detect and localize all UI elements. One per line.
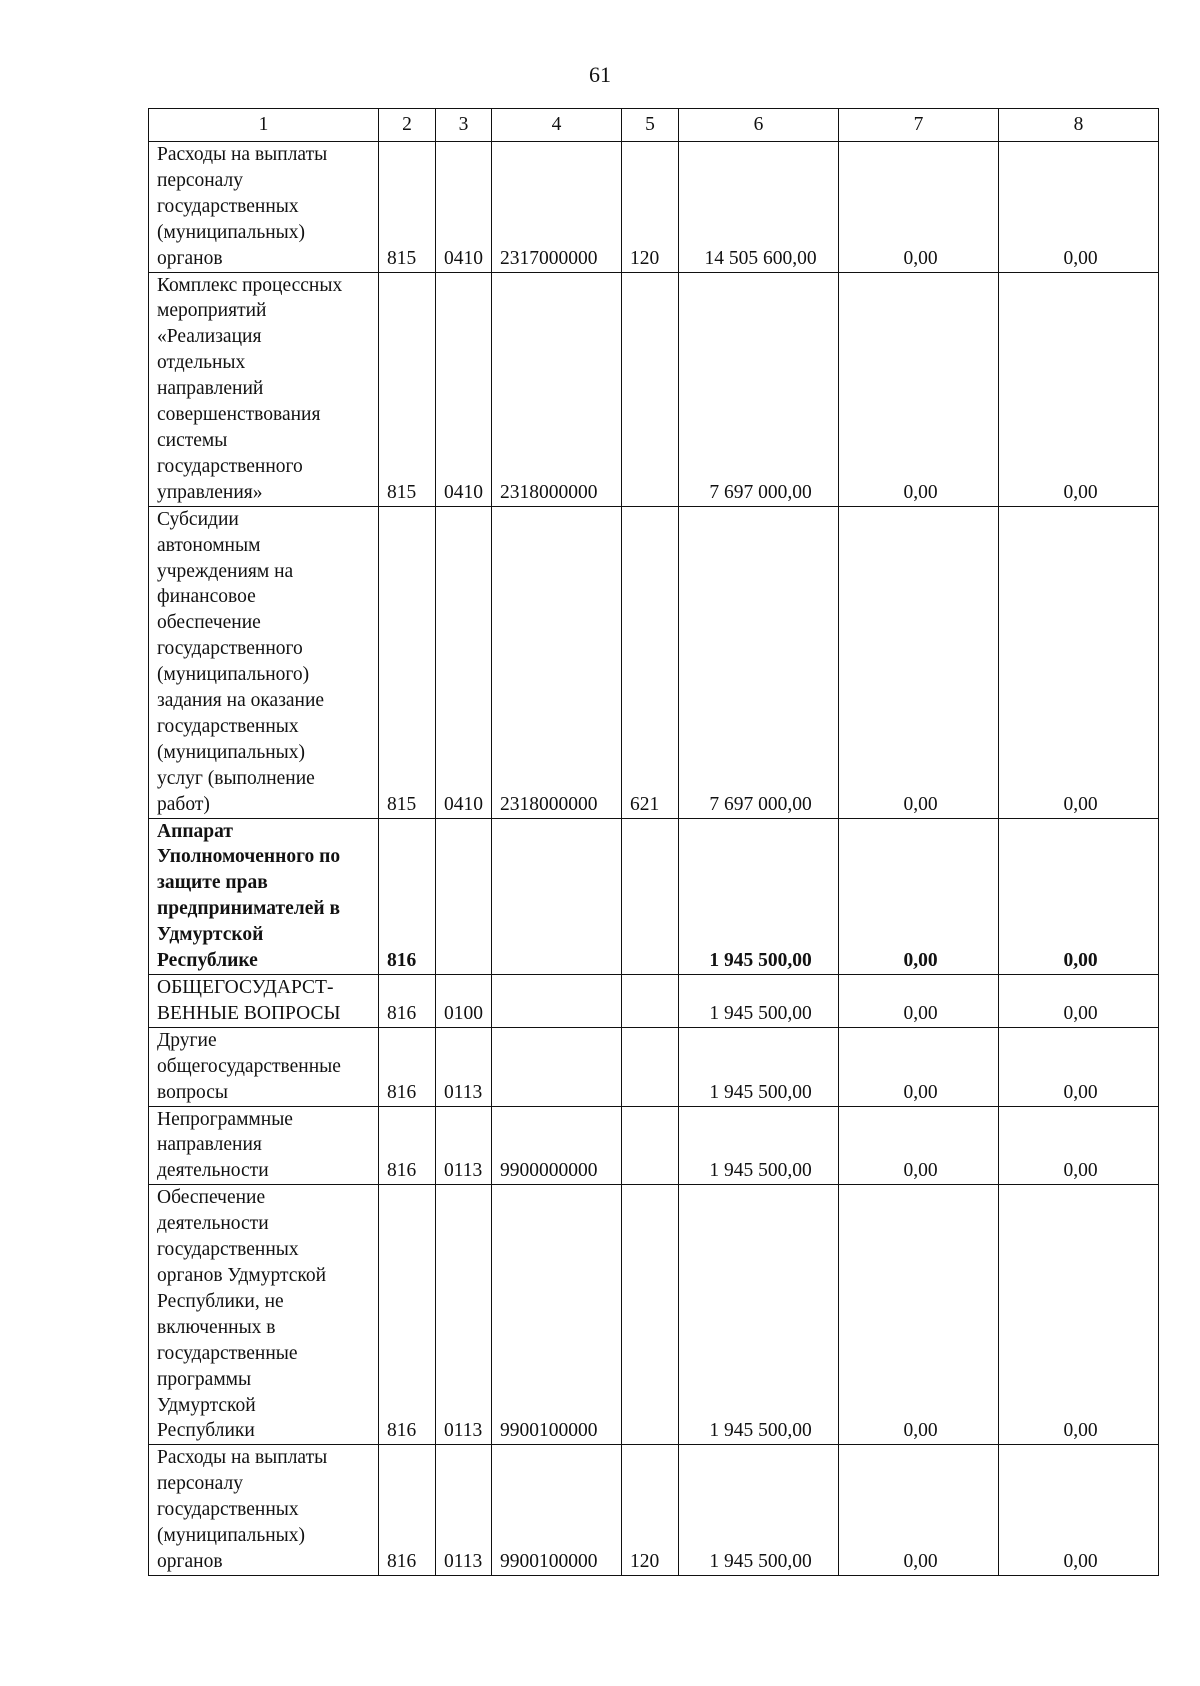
row-name-line: персоналу	[157, 169, 243, 191]
row-name	[149, 1106, 379, 1185]
row-name-line: персоналу	[157, 1473, 243, 1495]
expense-type-code: 120	[622, 142, 679, 273]
row-name-line: мероприятий	[157, 300, 267, 322]
row-name-line: предпринимателей в	[157, 898, 340, 920]
row-name-line: Непрограммные	[157, 1108, 293, 1130]
publisher-code: 816	[379, 1106, 436, 1185]
row-name-line: общегосударственные	[157, 1055, 341, 1077]
row-name-line: программы	[157, 1368, 252, 1390]
row-name-line: органов	[157, 247, 223, 269]
row-name-line: Комплекс процессных	[157, 274, 343, 296]
expense-type-code	[622, 272, 679, 506]
row-name-line: государственного	[157, 455, 303, 477]
amount-col7: 0,00	[839, 1106, 999, 1185]
column-number: 1	[149, 109, 379, 142]
expense-type-code: 120	[622, 1445, 679, 1576]
publisher-code: 816	[379, 1445, 436, 1576]
target-article-code: 9900100000	[492, 1445, 622, 1576]
row-name-line: Уполномоченного по	[157, 846, 341, 868]
row-name-line: обеспечение	[157, 612, 261, 634]
amount-col8: 0,00	[999, 1106, 1159, 1185]
row-name	[149, 506, 379, 818]
amount-col8: 0,00	[999, 1185, 1159, 1445]
target-article-code	[492, 818, 622, 974]
row-name-line: совершенствования	[157, 404, 321, 426]
column-number: 7	[839, 109, 999, 142]
publisher-code: 815	[379, 272, 436, 506]
row-name-line: деятельности	[157, 1160, 269, 1182]
row-name-line: государственных	[157, 1239, 299, 1261]
column-number: 8	[999, 109, 1159, 142]
row-name-line: вопросы	[157, 1081, 229, 1103]
amount-col7: 0,00	[839, 1445, 999, 1576]
amount: 1 945 500,00	[679, 1027, 839, 1106]
amount: 1 945 500,00	[679, 1185, 839, 1445]
page-number: 61	[589, 62, 611, 87]
expense-type-code	[622, 1185, 679, 1445]
amount-col8: 0,00	[999, 1445, 1159, 1576]
row-name-line: услуг (выполнение	[157, 767, 315, 789]
row-name-line: учреждениям на	[157, 560, 294, 582]
expense-type-code	[622, 975, 679, 1028]
amount-col8: 0,00	[999, 142, 1159, 273]
publisher-code: 816	[379, 975, 436, 1028]
publisher-code: 816	[379, 1027, 436, 1106]
row-name-line: государственных	[157, 715, 299, 737]
amount-col8: 0,00	[999, 272, 1159, 506]
row-name-line: работ)	[157, 793, 210, 815]
target-article-code	[492, 975, 622, 1028]
target-article-code: 9900100000	[492, 1185, 622, 1445]
amount-col7: 0,00	[839, 506, 999, 818]
column-number: 3	[436, 109, 492, 142]
table-row	[149, 975, 1159, 1028]
row-name-line: Удмуртской	[157, 924, 264, 946]
table-body	[149, 109, 1159, 1576]
row-name-line: Расходы на выплаты	[157, 144, 328, 165]
section-code: 0113	[436, 1445, 492, 1576]
column-number-row	[149, 109, 1159, 142]
row-name	[149, 1445, 379, 1576]
amount: 7 697 000,00	[679, 506, 839, 818]
section-code: 0410	[436, 142, 492, 273]
amount-col8: 0,00	[999, 818, 1159, 974]
expense-type-code	[622, 1027, 679, 1106]
section-code: 0410	[436, 506, 492, 818]
amount-col8: 0,00	[999, 1027, 1159, 1106]
row-name-line: задания на оказание	[157, 690, 325, 712]
row-name-line: финансовое	[157, 586, 256, 608]
amount: 14 505 600,00	[679, 142, 839, 273]
row-name-line: управления»	[157, 481, 263, 503]
row-name-line: государственные	[157, 1342, 298, 1364]
amount-col7: 0,00	[839, 142, 999, 273]
row-name-line: (муниципальных)	[157, 1525, 305, 1547]
publisher-code: 815	[379, 142, 436, 273]
row-name-line: (муниципальных)	[157, 741, 305, 763]
table-row	[149, 1185, 1159, 1445]
row-name-line: Республике	[157, 950, 258, 972]
section-code: 0410	[436, 272, 492, 506]
row-name	[149, 272, 379, 506]
row-name	[149, 1185, 379, 1445]
budget-table	[148, 108, 1159, 1576]
amount: 1 945 500,00	[679, 1106, 839, 1185]
publisher-code: 816	[379, 818, 436, 974]
expense-type-code	[622, 1106, 679, 1185]
target-article-code: 9900000000	[492, 1106, 622, 1185]
amount: 1 945 500,00	[679, 975, 839, 1028]
amount-col8: 0,00	[999, 975, 1159, 1028]
column-number: 2	[379, 109, 436, 142]
table-row	[149, 1106, 1159, 1185]
row-name-line: органов Удмуртской	[157, 1264, 327, 1286]
expense-type-code: 621	[622, 506, 679, 818]
row-name-line: Субсидии	[157, 508, 239, 530]
table-row	[149, 1027, 1159, 1106]
table-row	[149, 818, 1159, 974]
row-name-line: Республики	[157, 1420, 255, 1442]
section-code: 0100	[436, 975, 492, 1028]
row-name-line: государственных	[157, 1499, 299, 1521]
amount-col7: 0,00	[839, 818, 999, 974]
table-row	[149, 272, 1159, 506]
row-name-line: Расходы на выплаты	[157, 1447, 328, 1469]
amount-col7: 0,00	[839, 272, 999, 506]
expense-type-code	[622, 818, 679, 974]
row-name-line: Другие	[157, 1029, 217, 1051]
target-article-code	[492, 1027, 622, 1106]
column-number: 5	[622, 109, 679, 142]
column-number: 4	[492, 109, 622, 142]
row-name-line: (муниципального)	[157, 664, 310, 686]
section-code: 0113	[436, 1106, 492, 1185]
publisher-code: 816	[379, 1185, 436, 1445]
section-code: 0113	[436, 1185, 492, 1445]
row-name-line: защите прав	[157, 872, 268, 894]
row-name-line: ВЕННЫЕ ВОПРОСЫ	[157, 1002, 341, 1024]
row-name	[149, 142, 379, 273]
row-name-line: ОБЩЕГОСУДАРСТ-	[157, 977, 334, 998]
row-name-line: «Реализация	[157, 326, 262, 348]
row-name-line: органов	[157, 1550, 223, 1572]
amount-col8: 0,00	[999, 506, 1159, 818]
section-code	[436, 818, 492, 974]
row-name	[149, 1027, 379, 1106]
row-name-line: автономным	[157, 534, 261, 556]
table-row	[149, 142, 1159, 273]
amount-col7: 0,00	[839, 1027, 999, 1106]
amount-col7: 0,00	[839, 1185, 999, 1445]
target-article-code: 2317000000	[492, 142, 622, 273]
amount: 1 945 500,00	[679, 818, 839, 974]
amount: 1 945 500,00	[679, 1445, 839, 1576]
section-code: 0113	[436, 1027, 492, 1106]
row-name-line: направления	[157, 1134, 262, 1156]
row-name-line: Удмуртской	[157, 1394, 256, 1416]
row-name-line: государственных	[157, 195, 299, 217]
amount-col7: 0,00	[839, 975, 999, 1028]
row-name-line: деятельности	[157, 1213, 269, 1235]
target-article-code: 2318000000	[492, 506, 622, 818]
row-name-line: Обеспечение	[157, 1187, 266, 1209]
row-name	[149, 975, 379, 1028]
row-name-line: Аппарат	[157, 820, 233, 842]
row-name	[149, 818, 379, 974]
row-name-line: государственного	[157, 638, 303, 660]
table-row	[149, 506, 1159, 818]
row-name-line: системы	[157, 429, 228, 451]
row-name-line: включенных в	[157, 1316, 276, 1338]
column-number: 6	[679, 109, 839, 142]
row-name-line: отдельных	[157, 352, 246, 374]
row-name-line: Республики, не	[157, 1290, 284, 1312]
amount: 7 697 000,00	[679, 272, 839, 506]
target-article-code: 2318000000	[492, 272, 622, 506]
table-row	[149, 1445, 1159, 1576]
row-name-line: направлений	[157, 378, 264, 400]
publisher-code: 815	[379, 506, 436, 818]
row-name-line: (муниципальных)	[157, 221, 305, 243]
